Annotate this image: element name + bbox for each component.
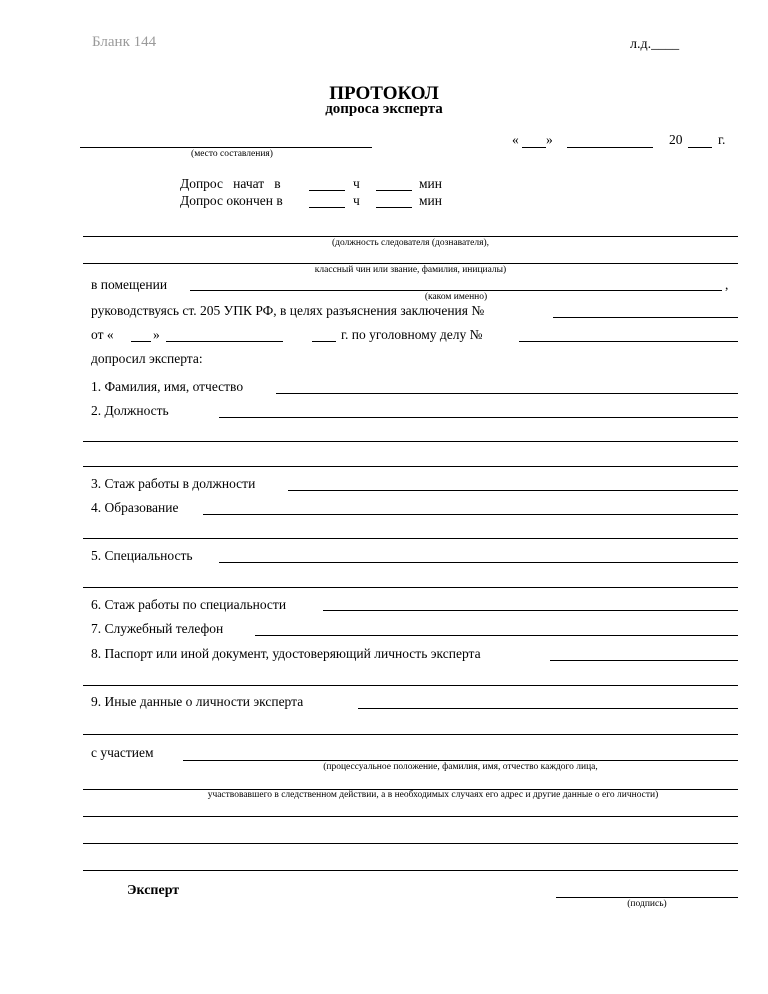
item-position-tenure-label: 3. Стаж работы в должности <box>91 476 256 491</box>
item-passport-label: 8. Паспорт или иной документ, удостоверяющий личность эксперта <box>91 646 481 661</box>
from-close-quote: » <box>153 327 160 342</box>
item-passport-field-2[interactable] <box>83 685 738 686</box>
year-field[interactable] <box>688 147 712 148</box>
item-education-label: 4. Образование <box>91 500 179 515</box>
item-other-field[interactable] <box>358 708 738 709</box>
year-suffix: г. <box>718 132 726 147</box>
item-specialty-field[interactable] <box>219 562 738 563</box>
questioned-label: допросил эксперта: <box>91 351 203 366</box>
item-name-label: 1. Фамилия, имя, отчество <box>91 379 244 394</box>
item-specialty-label: 5. Специальность <box>91 548 193 563</box>
document-title: ПРОТОКОЛ <box>329 83 439 104</box>
item-position-field[interactable] <box>219 417 738 418</box>
date-open-quote: « <box>512 132 519 147</box>
item-phone-field[interactable] <box>255 635 738 636</box>
from-year-field[interactable] <box>312 341 336 342</box>
conclusion-number-field[interactable] <box>553 317 738 318</box>
participants-field-3[interactable] <box>83 816 738 817</box>
item-phone-label: 7. Служебный телефон <box>91 621 224 636</box>
investigator-position-field[interactable] <box>83 236 738 237</box>
item-position-label: 2. Должность <box>91 403 169 418</box>
room-comma: , <box>725 277 729 292</box>
item-position-field-2[interactable] <box>83 441 738 442</box>
item-other-label: 9. Иные данные о личности эксперта <box>91 694 304 709</box>
month-field[interactable] <box>567 147 653 148</box>
end-hours-field[interactable] <box>309 207 345 208</box>
item-education-field-2[interactable] <box>83 538 738 539</box>
case-label: г. по уголовному делу № <box>341 327 483 342</box>
guided-label: руководствуясь ст. 205 УПК РФ, в целях разъяснения заключения № <box>91 303 485 318</box>
case-number-field[interactable] <box>519 341 738 342</box>
sheet-number-label: л.д.____ <box>630 37 680 52</box>
end-minutes-unit: мин <box>419 193 442 208</box>
item-other-field-2[interactable] <box>83 734 738 735</box>
end-time-label: Допрос окончен в <box>180 193 283 208</box>
item-specialty-field-2[interactable] <box>83 587 738 588</box>
investigator-rank-field[interactable] <box>83 263 738 264</box>
from-day-field[interactable] <box>131 341 151 342</box>
end-minutes-field[interactable] <box>376 207 412 208</box>
room-field[interactable] <box>190 290 722 291</box>
participants-label: с участием <box>91 745 154 760</box>
signature-caption: (подпись) <box>627 899 667 909</box>
room-caption: (каком именно) <box>424 292 488 302</box>
item-specialty-tenure-field[interactable] <box>323 610 738 611</box>
start-time-label: Допрос начат в <box>180 176 281 191</box>
investigator-rank-caption: классный чин или звание, фамилия, инициалы) <box>314 265 507 275</box>
item-education-field[interactable] <box>203 514 738 515</box>
participants-field-5[interactable] <box>83 870 738 871</box>
year-prefix: 20 <box>669 132 683 147</box>
start-hours-field[interactable] <box>309 190 345 191</box>
place-caption: (место составления) <box>191 149 273 159</box>
expert-signature-field[interactable] <box>556 897 738 898</box>
participants-caption-2: участвовавшего в следственном действии, а в необходимых случаях его адрес и другие данные о его личности) <box>207 790 659 800</box>
room-label: в помещении <box>91 277 168 292</box>
place-field[interactable] <box>80 147 372 148</box>
participants-field[interactable] <box>183 760 738 761</box>
date-close-quote: » <box>546 132 553 147</box>
start-hours-unit: ч <box>353 176 360 191</box>
end-hours-unit: ч <box>353 193 360 208</box>
item-position-tenure-field[interactable] <box>288 490 738 491</box>
start-minutes-field[interactable] <box>376 190 412 191</box>
expert-signature-label: Эксперт <box>127 883 180 898</box>
participants-field-4[interactable] <box>83 843 738 844</box>
participants-caption-1: (процессуальное положение, фамилия, имя, отчество каждого лица, <box>323 762 598 772</box>
item-name-field[interactable] <box>276 393 738 394</box>
item-specialty-tenure-label: 6. Стаж работы по специальности <box>91 597 287 612</box>
from-label: от « <box>91 327 114 342</box>
form-number-label: Бланк 144 <box>92 34 157 50</box>
investigator-position-caption: (должность следователя (дознавателя), <box>331 238 490 248</box>
start-minutes-unit: мин <box>419 176 442 191</box>
item-passport-field[interactable] <box>550 660 738 661</box>
item-position-field-3[interactable] <box>83 466 738 467</box>
from-month-field[interactable] <box>166 341 283 342</box>
day-field[interactable] <box>522 147 546 148</box>
document-subtitle: допроса эксперта <box>325 101 443 117</box>
